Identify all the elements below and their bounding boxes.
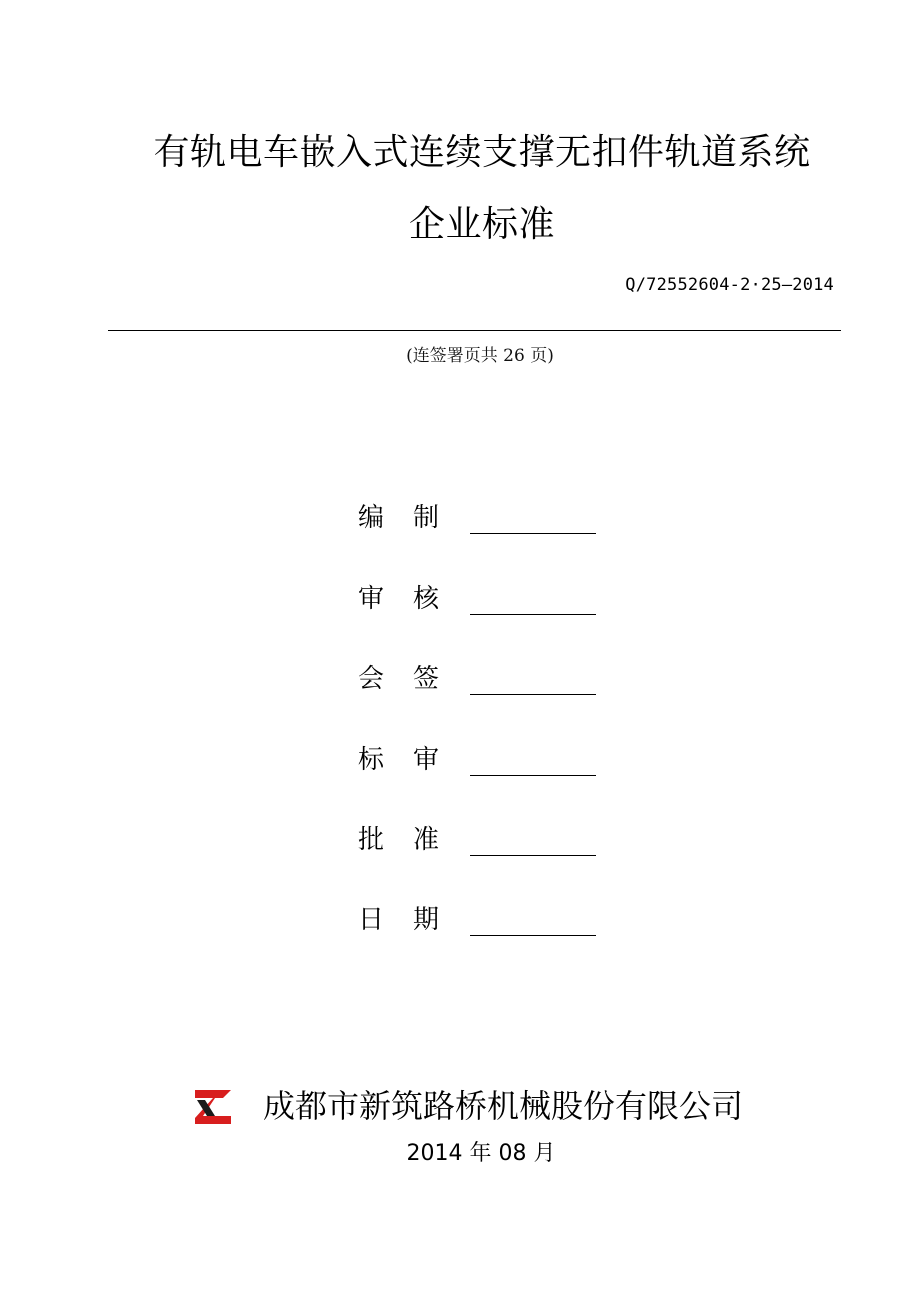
signature-label: 批准 <box>358 825 469 855</box>
company-block <box>193 1082 813 1132</box>
signature-row-approve <box>358 824 608 864</box>
page-count-note: (连签署页共 26 页) <box>406 346 554 366</box>
signature-row-standard-review <box>358 744 608 784</box>
document-date: 2014 年 08 月 <box>406 1141 556 1166</box>
signature-label: 日期 <box>358 905 469 935</box>
signature-row-review <box>358 583 608 623</box>
company-logo-icon <box>193 1086 233 1126</box>
signature-line <box>470 855 596 856</box>
signature-line <box>470 694 596 695</box>
signature-line <box>470 533 596 534</box>
document-subtitle: 企业标准 <box>408 204 555 245</box>
signature-label: 会签 <box>358 664 469 694</box>
signature-row-date <box>358 904 608 944</box>
signature-line <box>470 775 596 776</box>
signature-label: 标审 <box>358 745 469 775</box>
company-name: 成都市新筑路桥机械股份有限公司 <box>263 1087 744 1125</box>
horizontal-rule <box>108 330 841 331</box>
signature-row-compile <box>358 502 608 542</box>
signature-row-countersign <box>358 663 608 703</box>
signature-label: 审核 <box>358 584 469 614</box>
standard-code: Q/72552604-2·25—2014 <box>625 275 834 295</box>
signature-label: 编制 <box>358 503 469 533</box>
signature-line <box>470 935 596 936</box>
document-title: 有轨电车嵌入式连续支撑无扣件轨道系统 <box>153 132 811 173</box>
signature-line <box>470 614 596 615</box>
